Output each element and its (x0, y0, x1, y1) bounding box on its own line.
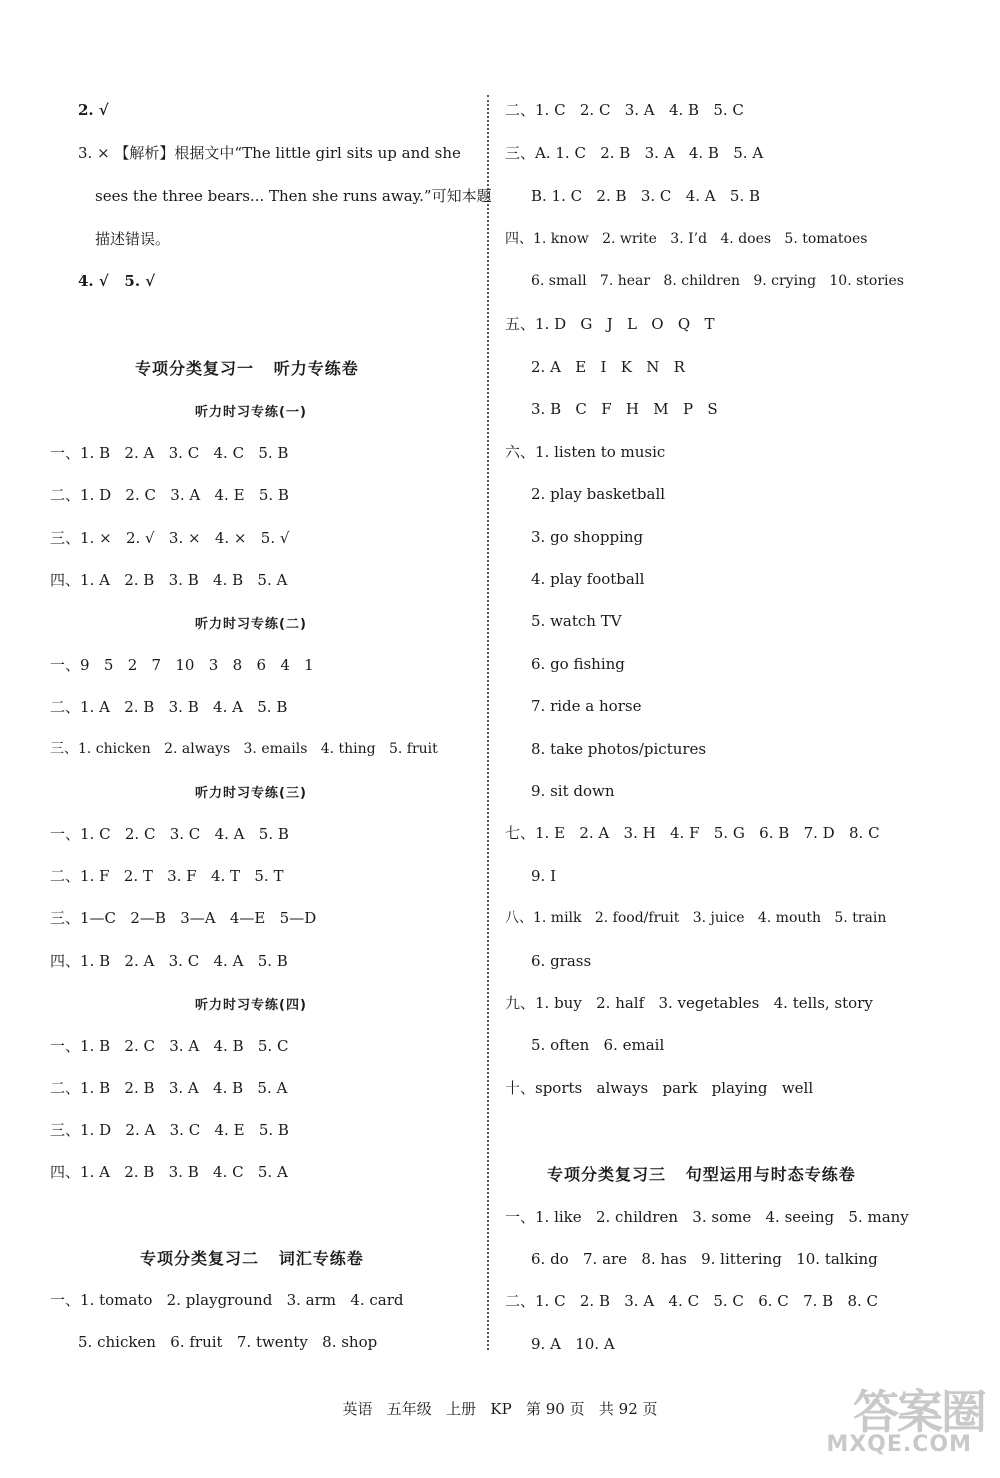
answer-line: 十、sports always park playing well (505, 1079, 814, 1097)
subsection-title: 听力时习专练(三) (195, 786, 307, 801)
answer-line: 4. play football (531, 570, 645, 588)
answer-line: 5. chicken 6. fruit 7. twenty 8. shop (78, 1333, 378, 1351)
answer-line: 一、1. B 2. A 3. C 4. C 5. B (50, 444, 289, 462)
answer-line: B. 1. C 2. B 3. C 4. A 5. B (531, 187, 761, 205)
answer-line: 二、1. B 2. B 3. A 4. B 5. A (50, 1079, 288, 1097)
answer-line: 9. I (531, 867, 557, 885)
answer-line: 9. sit down (531, 782, 615, 800)
subsection-title: 听力时习专练(四) (195, 998, 307, 1013)
answer-line: 5. watch TV (531, 612, 622, 630)
answer-line: 7. ride a horse (531, 697, 642, 715)
answer-line: 四、1. know 2. write 3. I’d 4. does 5. tomatoes (505, 231, 868, 247)
answer-line: 描述错误。 (95, 230, 171, 248)
answer-line: 四、1. A 2. B 3. B 4. C 5. A (50, 1163, 288, 1181)
answer-line: 6. grass (531, 952, 592, 970)
column-divider (487, 95, 489, 1350)
answer-line: 四、1. A 2. B 3. B 4. B 5. A (50, 571, 288, 589)
answer-line: 3. × 【解析】根据文中“The little girl sits up and she (78, 144, 461, 162)
answer-line: 三、1. chicken 2. always 3. emails 4. thing 5. fruit (50, 741, 438, 757)
answer-line: 6. small 7. hear 8. children 9. crying 10. stories (531, 273, 904, 289)
answer-line: 一、1. tomato 2. playground 3. arm 4. card (50, 1291, 404, 1309)
answer-line: 八、1. milk 2. food/fruit 3. juice 4. mouth 5. train (505, 910, 887, 926)
answer-line: 二、1. C 2. C 3. A 4. B 5. C (505, 101, 744, 119)
subsection-title: 听力时习专练(二) (195, 617, 307, 632)
answer-line: sees the three bears... Then she runs away.”可知本题 (95, 187, 492, 205)
answer-line: 一、9 5 2 7 10 3 8 6 4 1 (50, 656, 314, 674)
answer-line: 6. do 7. are 8. has 9. littering 10. talking (531, 1250, 878, 1268)
answer-line: 二、1. C 2. B 3. A 4. C 5. C 6. C 7. B 8. C (505, 1292, 879, 1310)
answer-line: 4. √ 5. √ (78, 272, 156, 290)
section-title: 专项分类复习三 句型运用与时态专练卷 (547, 1165, 856, 1184)
answer-line: 二、1. D 2. C 3. A 4. E 5. B (50, 486, 289, 504)
answer-line: 9. A 10. A (531, 1335, 615, 1353)
answer-line: 九、1. buy 2. half 3. vegetables 4. tells, story (505, 994, 873, 1012)
answer-line: 三、1. D 2. A 3. C 4. E 5. B (50, 1121, 289, 1139)
answer-line: 二、1. A 2. B 3. B 4. A 5. B (50, 698, 288, 716)
watermark (800, 1376, 990, 1466)
answer-line: 一、1. like 2. children 3. some 4. seeing 5. many (505, 1208, 909, 1226)
answer-line: 六、1. listen to music (505, 443, 666, 461)
answer-line: 一、1. C 2. C 3. C 4. A 5. B (50, 825, 289, 843)
answer-line: 2. A E I K N R (531, 358, 685, 376)
answer-line: 四、1. B 2. A 3. C 4. A 5. B (50, 952, 288, 970)
section-title: 专项分类复习二 词汇专练卷 (140, 1249, 364, 1268)
answer-line: 三、A. 1. C 2. B 3. A 4. B 5. A (505, 144, 764, 162)
page-footer: 英语 五年级 上册 KP 第 90 页 共 92 页 (342, 1400, 658, 1418)
answer-line: 2. play basketball (531, 485, 666, 503)
section-title: 专项分类复习一 听力专练卷 (135, 359, 359, 378)
answer-line: 5. often 6. email (531, 1036, 665, 1054)
answer-line: 8. take photos/pictures (531, 740, 707, 758)
answer-line: 6. go fishing (531, 655, 625, 673)
answer-line: 五、1. D G J L O Q T (505, 315, 715, 333)
answer-line: 二、1. F 2. T 3. F 4. T 5. T (50, 867, 284, 885)
watermark-logo: 答案圈 (853, 1385, 985, 1439)
answer-line: 一、1. B 2. C 3. A 4. B 5. C (50, 1037, 289, 1055)
answer-line: 3. B C F H M P S (531, 400, 718, 418)
answer-line: 2. √ (78, 101, 109, 119)
answer-line: 三、1. × 2. √ 3. × 4. × 5. √ (50, 529, 290, 547)
answer-line: 三、1—C 2—B 3—A 4—E 5—D (50, 909, 317, 927)
answer-line: 3. go shopping (531, 528, 644, 546)
subsection-title: 听力时习专练(一) (195, 405, 307, 420)
watermark-url: MXQE.COM (826, 1432, 972, 1457)
answer-line: 七、1. E 2. A 3. H 4. F 5. G 6. B 7. D 8. C (505, 824, 880, 842)
